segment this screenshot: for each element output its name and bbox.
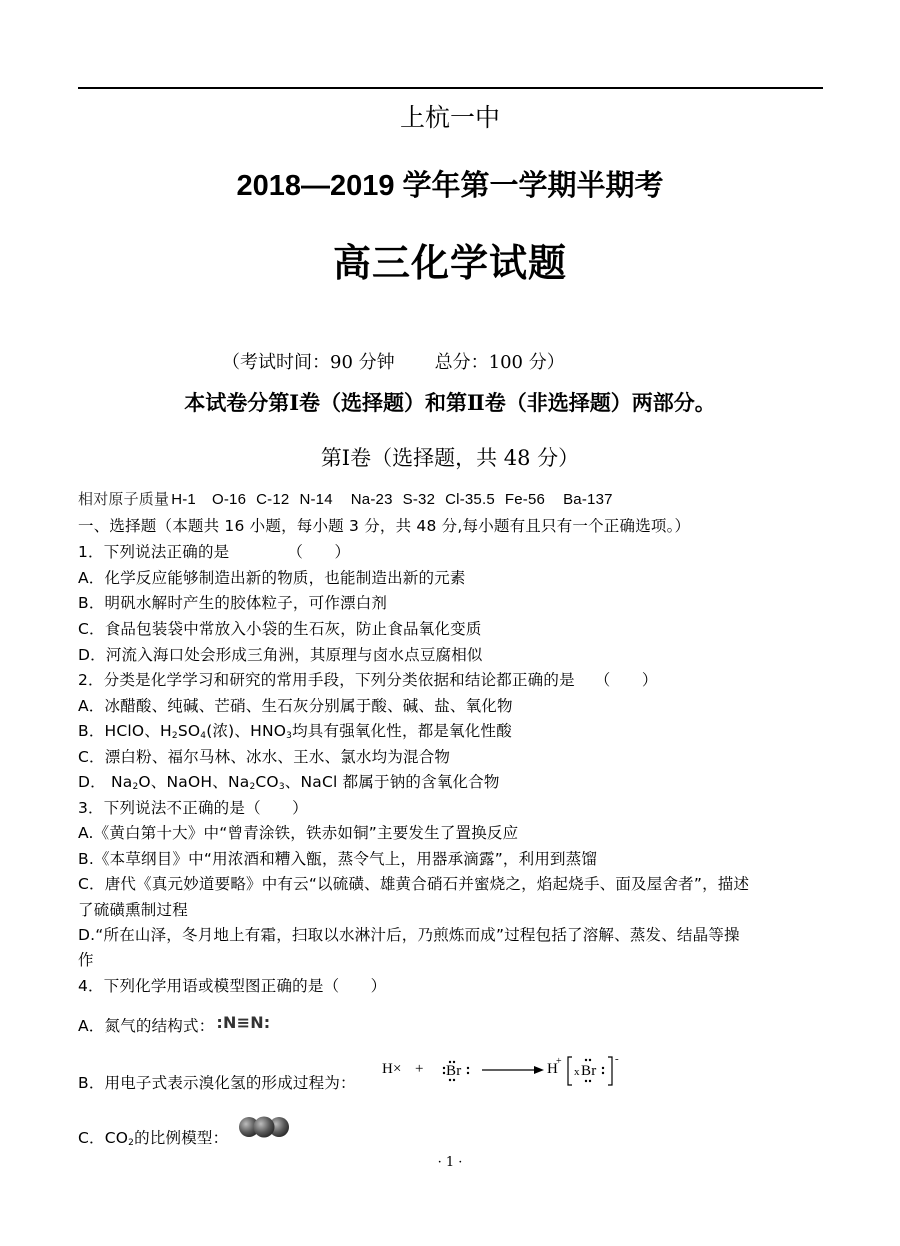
question-3-option-a: A.《黄白第十大》中“曾青涂铁，铁赤如铜”主要发生了置换反应	[78, 824, 519, 842]
question-4-stem	[78, 974, 386, 996]
atomic-mass-item: Fe-56	[504, 491, 546, 508]
answer-paren: （ ）	[287, 543, 351, 561]
question-4-option-a	[78, 1014, 270, 1036]
right-bracket	[608, 1057, 612, 1085]
header-rule	[78, 87, 823, 89]
question-1-option-c: C．食品包装袋中常放入小袋的生石灰，防止食品氧化变质	[78, 620, 482, 638]
answer-paren: （ ）	[594, 671, 658, 689]
atomic-masses	[78, 488, 613, 509]
subscript: 2	[128, 1138, 135, 1148]
atomic-mass-item: Na-23	[350, 491, 393, 508]
question-4-option-c	[78, 1126, 228, 1148]
question-3-option-c-line1: C．唐代《真元妙道要略》中有云“以硫磺、雄黄合硝石并蜜烧之，焰起烧手、面及屋舍者”，描述	[78, 875, 750, 893]
answer-paren: （ ）	[245, 799, 308, 817]
option-text: D． Na	[78, 773, 133, 791]
exam-note: 本试卷分第Ⅰ卷（选择题）和第Ⅱ卷（非选择题）两部分。	[184, 390, 716, 415]
hbr-formation-figure	[382, 1053, 637, 1097]
atomic-mass-item: O-16	[211, 491, 247, 508]
h-atom-symbol: H×	[382, 1061, 402, 1077]
minus-charge: -	[615, 1053, 619, 1065]
exam-time: （考试时间：90 分钟	[222, 352, 395, 373]
option-text: A．氮气的结构式：	[78, 1017, 215, 1035]
plus-charge: +	[556, 1056, 562, 1067]
co2-model-svg	[237, 1114, 293, 1140]
atomic-mass-item: N-14	[299, 491, 333, 508]
atomic-masses-label: 相对原子质量	[78, 490, 170, 508]
part-one-heading: 第Ⅰ卷（选择题，共 48 分）	[320, 446, 580, 470]
co2-space-filling-model	[237, 1114, 293, 1144]
option-text: 、NaCl 都属于钠的含氧化合物	[284, 773, 500, 791]
page-number: · 1 ·	[437, 1155, 463, 1170]
carbon-atom	[254, 1117, 275, 1138]
question-1-stem	[78, 540, 350, 562]
exam-title: 高三化学试题	[332, 241, 567, 285]
question-4-option-b	[78, 1053, 619, 1093]
question-2-option-d	[78, 770, 500, 792]
option-text: 均具有强氧化性，都是氧化性酸	[292, 722, 512, 740]
option-text: B．用电子式表示溴化氢的形成过程为：	[78, 1074, 356, 1092]
option-text: C．CO	[78, 1129, 129, 1147]
h-ion-symbol: H	[547, 1061, 559, 1077]
option-text: (浓)、HNO	[206, 722, 287, 740]
option-text: SO	[177, 722, 201, 740]
question-4-text: 4．下列化学用语或模型图正确的是	[78, 977, 324, 995]
subscript: 2	[249, 782, 256, 792]
question-3-text: 3．下列说法不正确的是	[78, 799, 246, 817]
option-text: B．HClO、H	[78, 722, 172, 740]
option-text: CO	[255, 773, 279, 791]
subscript: 2	[132, 782, 139, 792]
question-2-option-a: A．冰醋酸、纯碱、芒硝、生石灰分别属于酸、碱、盐、氧化物	[78, 697, 513, 715]
question-1-option-b: B．明矾水解时产生的胶体粒子，可作漂白剂	[78, 594, 388, 612]
question-3-option-b: B.《本草纲目》中“用浓酒和糟入甑，蒸令气上，用器承滴露”，利用到蒸馏	[78, 850, 598, 868]
atomic-mass-item: H-1	[171, 491, 196, 508]
question-3-option-d-line2: 作	[78, 951, 94, 969]
question-1-option-d: D．河流入海口处会形成三角洲，其原理与卤水点豆腐相似	[78, 646, 483, 664]
option-text: O、NaOH、Na	[138, 773, 250, 791]
exam-score: 总分：100 分）	[434, 352, 565, 373]
term-title: 2018—2019 学年第一学期半期考	[236, 170, 664, 202]
atomic-mass-item: C-12	[256, 491, 290, 508]
transferred-electron: x	[574, 1066, 580, 1078]
question-3-stem	[78, 796, 308, 818]
school-name: 上杭一中	[399, 103, 500, 132]
question-2-option-c: C．漂白粉、福尔马林、冰水、王水、氯水均为混合物	[78, 748, 451, 766]
option-text: 的比例模型：	[134, 1129, 229, 1147]
br-ion-symbol: Br	[581, 1063, 597, 1079]
atomic-mass-item: Ba-137	[563, 491, 613, 508]
question-2-text: 2．分类是化学学习和研究的常用手段，下列分类依据和结论都正确的是	[78, 671, 575, 689]
atomic-mass-item: S-32	[402, 491, 436, 508]
question-1-option-a: A．化学反应能够制造出新的物质，也能制造出新的元素	[78, 569, 466, 587]
left-bracket	[568, 1057, 572, 1085]
subscript: 3	[286, 731, 293, 741]
subscript: 2	[171, 731, 178, 741]
exam-info	[222, 348, 565, 374]
hbr-formation-svg	[382, 1053, 637, 1093]
question-1-text: 1．下列说法正确的是	[78, 543, 230, 561]
subscript: 3	[278, 782, 285, 792]
subscript: 4	[200, 731, 207, 741]
br-atom-symbol: Br	[446, 1063, 462, 1079]
question-3-option-c-line2: 了硫磺熏制过程	[78, 901, 188, 919]
nitrogen-structure-figure: :N≡N:	[216, 1013, 271, 1032]
reaction-arrow-head	[534, 1066, 544, 1074]
atomic-mass-item: Cl-35.5	[445, 491, 495, 508]
question-2-option-b	[78, 719, 512, 741]
answer-paren: （ ）	[323, 977, 387, 995]
plus-sign: +	[415, 1061, 424, 1077]
question-2-stem	[78, 668, 658, 690]
section-one-heading: 一、选择题（本题共 16 小题，每小题 3 分，共 48 分,每小题有且只有一个正确选项。）	[78, 517, 691, 535]
question-3-option-d-line1: D.“所在山泽，冬月地上有霜，扫取以水淋汁后，乃煎炼而成”过程包括了溶解、蒸发、结晶等操	[78, 926, 740, 944]
